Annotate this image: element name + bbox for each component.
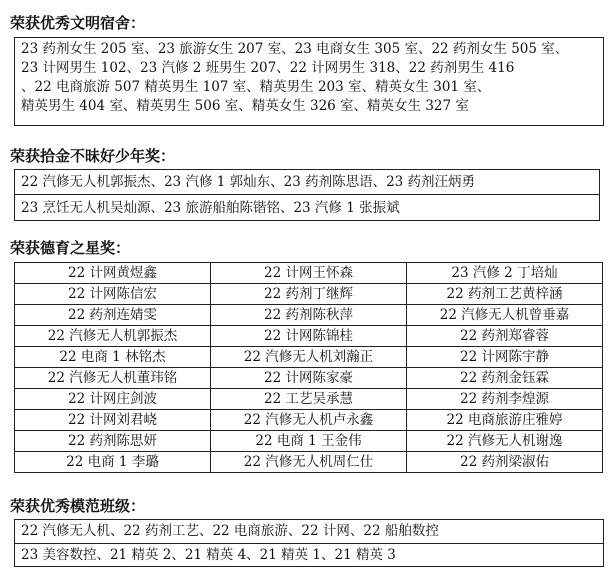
model-class-box — [14, 519, 604, 567]
table-cell: 22 汽修无人机卢永鑫 — [211, 410, 407, 431]
honesty-box — [14, 169, 600, 221]
table-cell: 22 汽修无人机郭振杰 — [15, 326, 211, 347]
table-cell: 22 计网黄煜鑫 — [15, 263, 211, 284]
table-cell: 22 汽修无人机曾垂嘉 — [407, 305, 603, 326]
table-cell: 22 药剂金钰霖 — [407, 368, 603, 389]
table-cell: 22 药剂郑睿蓉 — [407, 326, 603, 347]
table-row — [15, 305, 603, 326]
section-heading-honesty: 荣获拾金不昧好少年奖： — [10, 147, 176, 165]
honesty-line: 23 烹饪无人机吴灿源、23 旅游船舶陈锴铭、23 汽修 1 张振斌 — [21, 200, 400, 216]
table-cell: 22 汽修无人机董玮铭 — [15, 368, 211, 389]
dormitory-line: 23 药剂女生 205 室、23 旅游女生 207 室、23 电商女生 305 室、22 药剂女生 505 室、 — [21, 41, 569, 57]
table-cell: 22 电商旅游庄雅婷 — [407, 410, 603, 431]
table-cell: 22 计网陈家豪 — [211, 368, 407, 389]
table-row — [15, 284, 603, 305]
table-cell: 22 药剂丁继辉 — [211, 284, 407, 305]
table-cell: 22 药剂连婧雯 — [15, 305, 211, 326]
table-row — [15, 263, 603, 284]
table-cell: 22 电商 1 林铭杰 — [15, 347, 211, 368]
dormitory-line: 23 计网男生 102、23 汽修 2 班男生 207、22 计网男生 318、22 药剂男生 416 — [21, 60, 515, 76]
table-cell: 22 药剂李煌源 — [407, 389, 603, 410]
table-cell: 22 汽修无人机刘瀚正 — [211, 347, 407, 368]
section-heading-moral-star: 荣获德育之星奖： — [10, 239, 131, 257]
table-row — [15, 410, 603, 431]
table-cell: 22 汽修无人机谢逸 — [407, 431, 603, 452]
table-row — [15, 347, 603, 368]
honesty-line: 22 汽修无人机郭振杰、23 汽修 1 郭灿东、23 药剂陈思语、23 药剂汪炳勇 — [15, 170, 599, 195]
model-class-line: 22 汽修无人机、22 药剂工艺、22 电商旅游、22 计网、22 船舶数控 — [15, 520, 603, 544]
table-cell: 22 计网刘君峣 — [15, 410, 211, 431]
table-cell: 22 药剂陈思妍 — [15, 431, 211, 452]
dormitory-line: 精英男生 404 室、精英男生 506 室、精英女生 326 室、精英女生 327 室 — [21, 98, 469, 114]
table-cell: 22 工艺吴承慧 — [211, 389, 407, 410]
table-cell: 22 电商 1 王金伟 — [211, 431, 407, 452]
table-row — [15, 368, 603, 389]
table-cell: 22 计网陈宇静 — [407, 347, 603, 368]
table-cell: 22 计网陈信宏 — [15, 284, 211, 305]
table-row — [15, 389, 603, 410]
moral-star-table — [14, 262, 603, 473]
table-cell: 22 药剂梁淑佑 — [407, 452, 603, 473]
dormitory-line: 、22 电商旅游 507 精英男生 107 室、精英男生 203 室、精英女生 301 室、 — [21, 79, 491, 95]
table-cell: 22 电商 1 李璐 — [15, 452, 211, 473]
table-row — [15, 326, 603, 347]
section-heading-dormitory: 荣获优秀文明宿舍： — [10, 14, 146, 32]
table-cell: 22 汽修无人机周仁仕 — [211, 452, 407, 473]
table-row — [15, 431, 603, 452]
table-row — [15, 452, 603, 473]
table-cell: 22 计网庄剑波 — [15, 389, 211, 410]
table-cell: 23 汽修 2 丁培灿 — [407, 263, 603, 284]
table-cell: 22 药剂工艺黄梓涵 — [407, 284, 603, 305]
table-cell: 22 药剂陈秋萍 — [211, 305, 407, 326]
dormitory-box — [14, 37, 604, 126]
model-class-line: 23 美容数控、21 精英 2、21 精英 4、21 精英 1、21 精英 3 — [21, 547, 396, 563]
table-cell: 22 计网陈锦桂 — [211, 326, 407, 347]
table-cell: 22 计网王怀森 — [211, 263, 407, 284]
section-heading-model-class: 荣获优秀模范班级： — [10, 497, 146, 515]
